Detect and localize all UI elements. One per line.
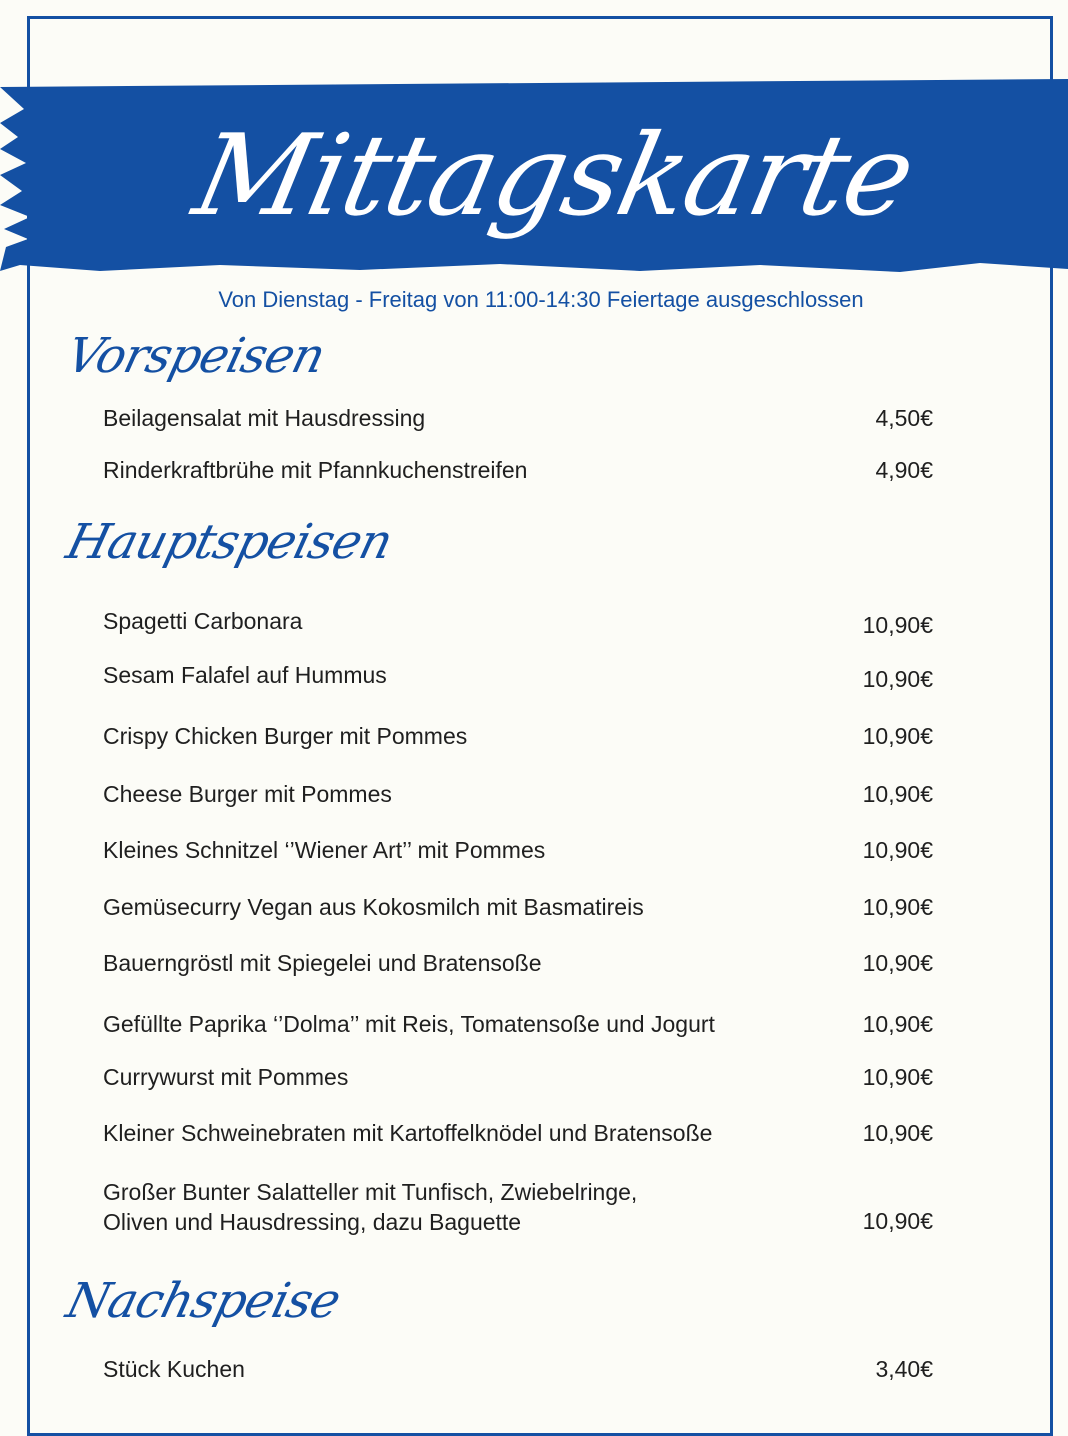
menu-item-price: 10,90€ bbox=[862, 1208, 933, 1234]
menu-item bbox=[103, 892, 933, 922]
menu-item bbox=[103, 403, 933, 433]
menu-item bbox=[103, 721, 933, 751]
menu-item bbox=[103, 606, 933, 636]
menu-item-name: Bauerngröstl mit Spiegelei und Bratensoße bbox=[103, 950, 542, 976]
menu-item bbox=[103, 1118, 933, 1148]
page-title: Mittagskarte bbox=[184, 110, 924, 241]
section-title-nachspeise: Nachspeise bbox=[61, 1273, 346, 1329]
section-title-hauptspeisen: Hauptspeisen bbox=[61, 514, 398, 570]
menu-item-name: Beilagensalat mit Hausdressing bbox=[103, 405, 426, 431]
menu-item-name: Gemüsecurry Vegan aus Kokosmilch mit Basmatireis bbox=[103, 894, 644, 920]
menu-item-name: Sesam Falafel auf Hummus bbox=[103, 662, 387, 688]
menu-item-price: 10,90€ bbox=[862, 837, 933, 863]
menu-item bbox=[103, 455, 933, 485]
menu-item bbox=[103, 1009, 933, 1039]
menu-item-price: 10,90€ bbox=[862, 950, 933, 976]
menu-item-price: 10,90€ bbox=[862, 781, 933, 807]
menu-item-name: Kleiner Schweinebraten mit Kartoffelknödel und Bratensoße bbox=[103, 1120, 713, 1146]
menu-item bbox=[103, 779, 933, 809]
menu-item-name: Spagetti Carbonara bbox=[103, 608, 303, 634]
menu-item-price: 4,50€ bbox=[875, 405, 933, 431]
menu-item-name: Stück Kuchen bbox=[103, 1356, 245, 1382]
menu-item bbox=[103, 1177, 933, 1237]
menu-item-name: Kleines Schnitzel ‘’Wiener Art’’ mit Pommes bbox=[103, 837, 546, 863]
menu-item-price: 10,90€ bbox=[862, 723, 933, 749]
menu-item bbox=[103, 660, 933, 690]
menu-item-price: 10,90€ bbox=[862, 1120, 933, 1146]
opening-hours-note: Von Dienstag - Freitag von 11:00-14:30 Feiertage ausgeschlossen bbox=[218, 287, 864, 312]
menu-item bbox=[103, 1354, 933, 1384]
menu-item-price: 10,90€ bbox=[862, 666, 933, 692]
menu-item bbox=[103, 948, 933, 978]
menu-item-name: Crispy Chicken Burger mit Pommes bbox=[103, 723, 468, 749]
title-banner bbox=[0, 79, 1068, 272]
menu-item-price: 4,90€ bbox=[875, 457, 933, 483]
menu-item bbox=[103, 835, 933, 865]
menu-item-price: 10,90€ bbox=[862, 894, 933, 920]
menu-item-price: 10,90€ bbox=[862, 1064, 933, 1090]
menu-item-name: Gefüllte Paprika ‘’Dolma’’ mit Reis, Tomatensoße und Jogurt bbox=[103, 1011, 715, 1037]
menu-item-name-line-2: Oliven und Hausdressing, dazu Baguette bbox=[103, 1209, 522, 1235]
menu-item-name: Rinderkraftbrühe mit Pfannkuchenstreifen bbox=[103, 457, 528, 483]
menu-item-price: 3,40€ bbox=[875, 1356, 933, 1382]
menu-item-price: 10,90€ bbox=[862, 612, 933, 638]
menu-item bbox=[103, 1062, 933, 1092]
menu-item-name: Currywurst mit Pommes bbox=[103, 1064, 349, 1090]
menu-item-name: Cheese Burger mit Pommes bbox=[103, 781, 392, 807]
section-title-vorspeisen: Vorspeisen bbox=[61, 328, 331, 384]
menu-item-price: 10,90€ bbox=[862, 1011, 933, 1037]
menu-item-name-line-1: Großer Bunter Salatteller mit Tunfisch, Zwiebelringe, bbox=[103, 1179, 638, 1205]
